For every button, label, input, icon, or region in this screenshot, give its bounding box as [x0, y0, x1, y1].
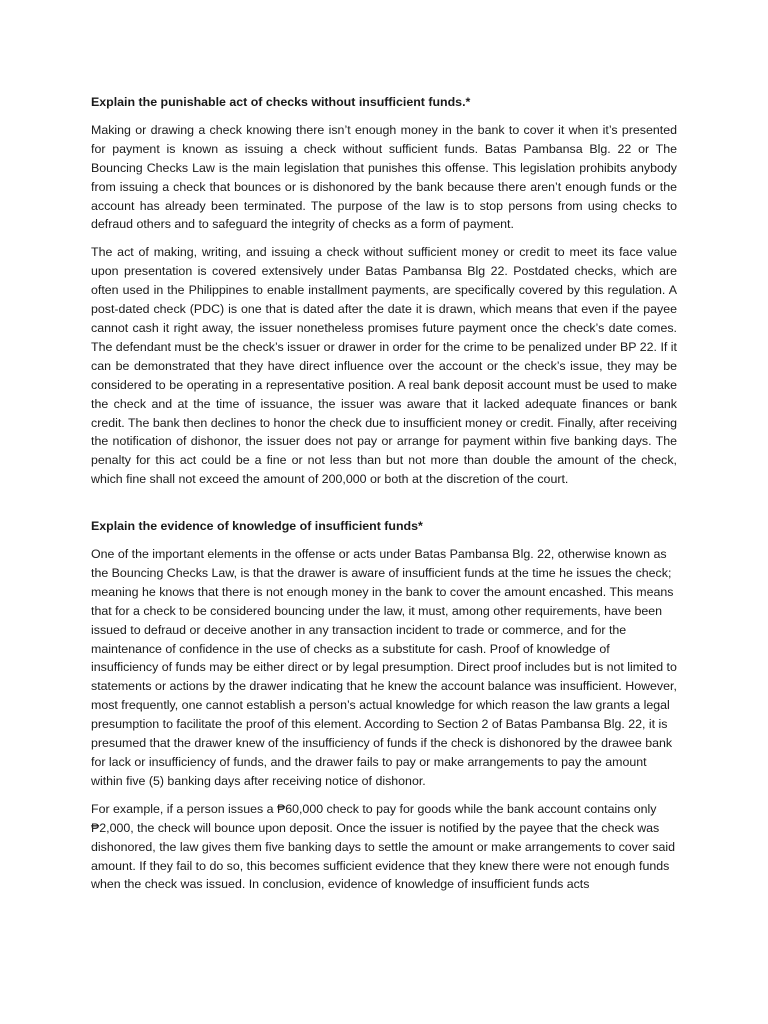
- document-body: [91, 93, 677, 903]
- section-2-paragraph-2: For example, if a person issues a ₱60,000 check to pay for goods while the bank account contains only ₱2,000, the check will bounce upon deposit. Once the issuer is notified by the payee that the check was dishonored, the law gives them five banking days to settle the amount or make arrangements to cover said amount. If they fail to do so, this becomes sufficient evidence that they knew there were not enough funds when the check was issued. In conclusion, evidence of knowledge of insufficient funds acts: [91, 801, 676, 892]
- section-spacer: [91, 498, 677, 517]
- section-1-heading: Explain the punishable act of checks without insufficient funds.*: [91, 95, 471, 109]
- section-1-paragraph-2: The act of making, writing, and issuing a check without sufficient money or credit to meet its face value upon presentation is covered extensively under Batas Pambansa Blg 22. Postdated checks, which are often used in the Philippines to enable installment payments, are specifically covered by this regulation. A post-dated check (PDC) is one that is dated after the date it is drawn, which means that even if the payee cannot cash it right away, the issuer nonetheless promises future payment once the check’s date comes. The defendant must be the check’s issuer or drawer in order for the crime to be penalized under BP 22. If it can be demonstrated that they have direct influence over the account or the check’s issue, they may be considered to be operating in a representative position. A real bank deposit account must be used to make the check and at the time of issuance, the issuer was aware that it lacked adequate finances or bank credit. The bank then declines to honor the check due to insufficient money or credit. Finally, after receiving the notification of dishonor, the issuer does not pay or arrange for payment within five banking days. The penalty for this act could be a fine or not less than but not more than double the amount of the check, which fine shall not exceed the amount of 200,000 or both at the discretion of the court.: [91, 245, 677, 487]
- section-1-paragraph-1: Making or drawing a check knowing there isn’t enough money in the bank to cover it when it’s presented for payment is known as issuing a check without sufficient funds. Batas Pambansa Blg. 22 or The Bouncing Checks Law is the main legislation that punishes this offense. This legislation prohibits anybody from issuing a check that bounces or is dishonored by the bank because there aren’t enough funds or the account has already been terminated. The purpose of the law is to stop persons from using checks to defraud others and to safeguard the integrity of checks as a form of payment.: [91, 122, 677, 232]
- section-2-heading: Explain the evidence of knowledge of insufficient funds*: [91, 519, 423, 534]
- section-2-paragraph-1: One of the important elements in the offense or acts under Batas Pambansa Blg. 22, otherwise known as the Bouncing Checks Law, is that the drawer is aware of insufficient funds at the time he issues the check; meaning he knows that there is not enough money in the bank to cover the amount encashed. This means that for a check to be considered bouncing under the law, it must, among other requirements, have been issued to defraud or deceive another in any transaction incident to trade or commerce, and for the maintenance of confidence in the use of checks as a substitute for cash. Proof of knowledge of insufficiency of funds may be either direct or by legal presumption. Direct proof includes but is not limited to statements or actions by the drawer indicating that he knew the account balance was insufficient. However, most frequently, one cannot establish a person’s actual knowledge for which reason the law grants a legal presumption to facilitate the proof of this element. According to Section 2 of Batas Pambansa Blg. 22, it is presumed that the drawer knew of the insufficiency of funds if the check is dishonored by the drawee bank for lack or insufficiency of funds, and the drawer fails to pay or make arrangements to pay the amount within five (5) banking days after receiving notice of dishonor.: [91, 547, 677, 788]
